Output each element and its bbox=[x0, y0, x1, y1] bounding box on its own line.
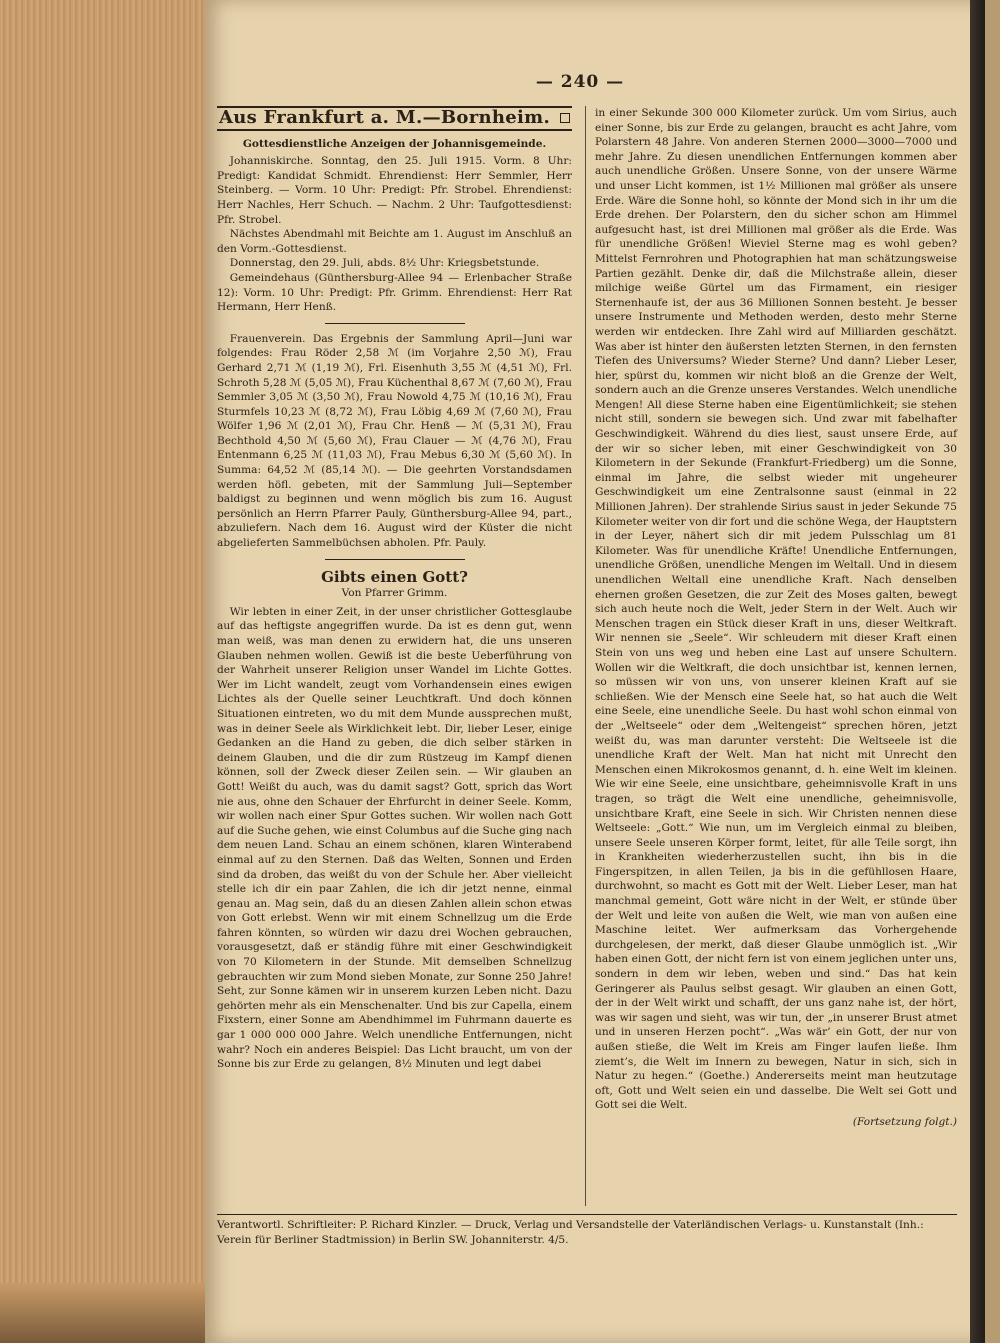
notice-paragraph: Johanniskirche. Sonntag, den 25. Juli 1915. Vorm. 8 Uhr: Predigt: Kandidat Schmidt. Ehrendienst: Herr Semmler, Herr Steinberg. — Vorm. 10 Uhr: Predigt: Pfr. Strobel. Ehrendienst: Herr Nachles, Herr Schuch. — Nachm. 2 Uhr: Taufgottesdienst: Pfr. Strobel. bbox=[217, 155, 572, 226]
masthead-title: Aus Frankfurt a. M.—Bornheim. bbox=[219, 107, 551, 128]
frauenverein-paragraph: Frauenverein. Das Ergebnis der Sammlung April—Juni war folgendes: Frau Röder 2,58 ℳ (im Vorjahre 2,50 ℳ), Frau Gerhard 2,71 ℳ (1,19 ℳ), Frl. Eisenhuth 3,55 ℳ (4,51 ℳ), Frl. Schroth 5,28 ℳ (5,05 ℳ), Frau Küchenthal 8,67 ℳ (7,60 ℳ), Frau Semmler 3,05 ℳ (3,50 ℳ), Frau Nowold 4,75 ℳ (10,16 ℳ), Frau Sturmfels 10,23 ℳ (8,72 ℳ), Frau Löbig 4,69 ℳ (7,60 ℳ), Frau Wölfer 1,96 ℳ (2,01 ℳ), Frau Chr. Henß — ℳ (5,31 ℳ), Frau Bechthold 4,50 ℳ (5,60 ℳ), Frau Clauer — ℳ (4,76 ℳ), Frau Entenmann 6,25 ℳ (11,03 ℳ), Frau Mebus 6,30 ℳ (5,60 ℳ). In Summa: 64,52 ℳ (85,14 ℳ). — Die geehrten Vorstandsdamen werden höfl. gebeten, mit der Sammlung Juli—September baldigst zu beginnen und wenn möglich bis zum 16. August persönlich an Herrn Pfarrer Pauly, Günthersburg-Allee 94, part., abzuliefern. Nach dem 16. August wird der Küster die nicht abgelieferten Sammelbüchsen abholen. Pfr. Pauly. bbox=[217, 332, 572, 550]
column-rule bbox=[585, 106, 586, 1206]
section-divider bbox=[325, 559, 465, 560]
newspaper-page bbox=[205, 0, 985, 1343]
article-title: Gibts einen Gott? bbox=[321, 567, 468, 586]
notice-paragraph: Donnerstag, den 29. Juli, abds. 8½ Uhr: Kriegsbetstunde. bbox=[229, 257, 540, 270]
local-masthead bbox=[217, 106, 572, 131]
notice-heading: Gottesdienstliche Anzeigen der Johannisgemeinde. bbox=[242, 137, 547, 150]
section-divider bbox=[325, 323, 465, 324]
right-column bbox=[595, 106, 957, 1130]
book-binding bbox=[970, 0, 985, 1343]
book-page-edges bbox=[0, 0, 205, 1343]
imprint-footer: Verantwortl. Schriftleiter: P. Richard Kinzler. — Druck, Verlag und Versandstelle der Vaterländischen Verlags- u. Kunstanstalt (Inh.: Verein für Berliner Stadtmission) in Berlin SW. Johanniterstr. 4/5. bbox=[217, 1214, 957, 1247]
continuation-note: (Fortsetzung folgt.) bbox=[852, 1115, 957, 1128]
notice-paragraph: Gemeindehaus (Günthersburg-Allee 94 — Erlenbacher Straße 12): Vorm. 10 Uhr: Predigt: Pfr. Grimm. Ehrendienst: Herr Rat Hermann, Herr Henß. bbox=[217, 271, 572, 314]
article-paragraph: Wir lebten in einer Zeit, in der unser christlicher Gottesglaube auf das heftigste angegriffen wurde. Da ist es denn gut, wenn man weiß, was man denen zu erwidern hat, die uns unseren Glauben nehmen wollen. Gewiß ist die beste Ueberführung von der Wahrheit unserer Religion unser Wandel im Lichte Gottes. Wer im Licht wandelt, zeugt vom Vorhandensein eines ewigen Lichtes als der Quelle seiner Leuchtkraft. Und doch können Situationen eintreten, wo du mit dem Munde aussprechen mußt, was in deiner Seele als Wirklichkeit lebt. Dir, lieber Leser, einige Gedanken an die Hand zu geben, die dich selber stärken in deinem Glauben, und die dir zum Rüstzeug im Kampf dienen können, soll der Zweck dieser Zeilen sein. — Wir glauben an Gott! Weißt du auch, was du damit sagst? Gott, sprich das Wort nie aus, ohne den Schauer der Ehrfurcht in deiner Seele. Komm, wir wollen nach einer Spur Gottes suchen. Wir wollen nach Gott auf die Suche gehen, wie einst Columbus auf die Suche ging nach dem neuen Land. Schau an einem schönen, klaren Winterabend einmal auf zu den Sternen. Daß das Welten, Sonnen und Erden sind da droben, das weißt du von der Schule her. Aber vielleicht stelle ich dir ein paar Zahlen, die ich dir jetzt nenne, einmal genau an. Mag sein, daß du an diesen Zahlen allein schon etwas von Gott erlebst. Wenn wir mit einem Schnellzug um die Erde fahren könnten, so würden wir dazu drei Wochen gebrauchen, vorausgesetzt, daß er ständig führe mit einer Geschwindigkeit von 70 Kilometern in der Stunde. Mit demselben Schnellzug gebrauchten wir zum Mond sieben Monate, zur Sonne 250 Jahre! Seht, zur Sonne kämen wir in unserem kurzen Leben nicht. Dazu gehörten mehr als ein Menschenalter. Und bis zur Capella, einem Fixstern, einer Sonne am Abendhimmel im Fuhrmann dauerte es gar 1 000 000 000 Jahre. Welch unendliche Entfernungen, nicht wahr? Noch ein anderes Beispiel: Das Licht braucht, um von der Sonne bis zur Erde zu gelangen, 8½ Minuten und legt dabei bbox=[217, 605, 572, 1071]
article-byline: Von Pfarrer Grimm. bbox=[341, 587, 448, 600]
square-ornament-icon bbox=[560, 113, 570, 123]
page-number: — 240 — bbox=[535, 72, 625, 92]
notice-paragraph: Nächstes Abendmahl mit Beichte am 1. August im Anschluß an den Vorm.-Gottesdienst. bbox=[217, 228, 572, 255]
left-column bbox=[217, 106, 572, 1072]
article-continuation: in einer Sekunde 300 000 Kilometer zurück. Um vom Sirius, auch einer Sonne, bis zur Erde zu gelangen, braucht es acht Jahre, vom Polarstern 48 Jahre. Von anderen Sternen 2000—3000—7000 und mehr Jahre. Zu diesen unendlichen Entfernungen kommen aber auch unendliche Größen. Unsere Sonne, von der unsere Wärme und unser Licht kommen, ist 1½ Millionen mal größer als unsere Erde. Wäre die Sonne hohl, so könnte der Mond sich in ihr um die Erde drehen. Der Polarstern, den du sicher schon am Himmel aufgesucht hast, ist drei Millionen mal größer als die Erde. Was für unendliche Größen! Wieviel Sterne mag es wohl geben? Mittelst Fernrohren und Photographien hat man schätzungsweise Partien gezählt. Denke dir, daß die Milchstraße allein, dieser milchige weiße Gürtel um das Firmament, ein riesiger Sternenhaufe ist, der aus 36 Millionen Sonnen besteht. Je besser unsere Instrumente und Methoden werden, desto mehr Sterne werden wir entdecken. Ihre Zahl wird auf Milliarden geschätzt. Was aber ist hinter den äußersten letzten Sternen, in den fernsten Tiefen des Universums? Wieder Sterne? Und dann? Lieber Leser, hier, spürst du, kommen wir nicht bloß an die Grenze der Welt, sondern auch an die Grenze unseres Verstandes. Welch unendliche Mengen! All diese Sterne haben eine Eigentümlichkeit; sie stehen nicht still, sondern sie bewegen sich. Und zwar mit fabelhafter Geschwindigkeit. Während du dies liest, saust unsere Erde, auf der wir so sicher leben, mit einer Geschwindigkeit von 30 Kilometern in der Sekunde (Frankfurt-Friedberg) um die Sonne, einmal im Jahre, die selbst wieder mit ungeheurer Geschwindigkeit um eine Zentralsonne saust (einmal in 22 Millionen Jahren). Der strahlende Sirius saust in jeder Sekunde 75 Kilometer weiter von dir fort und die schöne Wega, der Hauptstern in der Leyer, nähert sich dir mit jedem Pulsschlag um 81 Kilometer. Was für unendliche Kräfte! Unendliche Entfernungen, unendliche Größen, unendliche Mengen im Weltall. Und in diesem unendlichen Weltall eine unendliche Kraft. Nach denselben ehernen großen Gesetzen, die zur Zeit des Moses galten, bewegt sich auch heute noch die Welt, jeder Stern in der Welt. Auch wir Menschen tragen ein Stück dieser Kraft in uns, dieser Weltkraft. Wir nennen sie „Seele“. Wir schleudern mit dieser Kraft einen Stein von uns weg und heben eine Last auf unsere Schultern. Wollen wir die Weltkraft, die doch unsichtbar ist, kennen lernen, so müssen wir von uns, von unserer kleinen Kraft auf sie schließen. Wie der Mensch eine Seele hat, so hat auch die Welt eine Seele, eine unendliche Seele. Du hast wohl schon einmal von der „Weltseele“ oder dem „Weltengeist“ sprechen hören, jetzt weißt du, was man darunter versteht: Die Weltseele ist die unendliche Kraft der Welt. Man hat nicht mit Unrecht den Menschen einen Mikrokosmos genannt, d. h. eine Welt im kleinen. Wie wir eine Seele, eine unsichtbare, geheimnisvolle Kraft in uns tragen, so trägt die Welt eine unendliche, geheimnisvolle, unsichtbare Kraft, eine Seele in sich. Wir Christen nennen diese Weltseele: „Gott.“ Wie nun, um im Vergleich einmal zu bleiben, unsere Seele unseren Körper formt, leitet, für alle Teile sorgt, ihn in Krankheiten wiederherzustellen sucht, ihn bis in die Fingerspitzen, in allen Teilen, ja bis in die gefühllosen Haare, durchwohnt, so macht es Gott mit der Welt. Lieber Leser, man hat manchmal gemeint, Gott wäre nicht in der Welt, er stünde über der Welt und leite von außen die Welt, wie man von außen eine Maschine leitet. Wer aufmerksam das Vorhergehende durchgelesen, der merkt, daß dieser Glaube unmöglich ist. „Wir haben einen Gott, der nicht fern ist von einem jeglichen unter uns, sondern in dem wir leben, weben und sind.“ Das hat kein Geringerer als Paulus selbst gesagt. Wir glauben an einen Gott, der in der Welt wirkt und schafft, der uns ganz nahe ist, der hört, was wir sagen und sieht, was wir tun, der „in unserer Brust atmet und in unseren Herzen pocht“. „Was wär’ ein Gott, der nur von außen stieße, die Welt im Kreis am Finger laufen ließe. Ihm ziemt’s, die Welt im Innern zu bewegen, Natur in sich, sich in Natur zu hegen.“ (Goethe.) Andererseits meint man heutzutage oft, Gott und Welt seien ein und dasselbe. Die Welt sei Gott und Gott sei die Welt. bbox=[595, 107, 957, 1112]
